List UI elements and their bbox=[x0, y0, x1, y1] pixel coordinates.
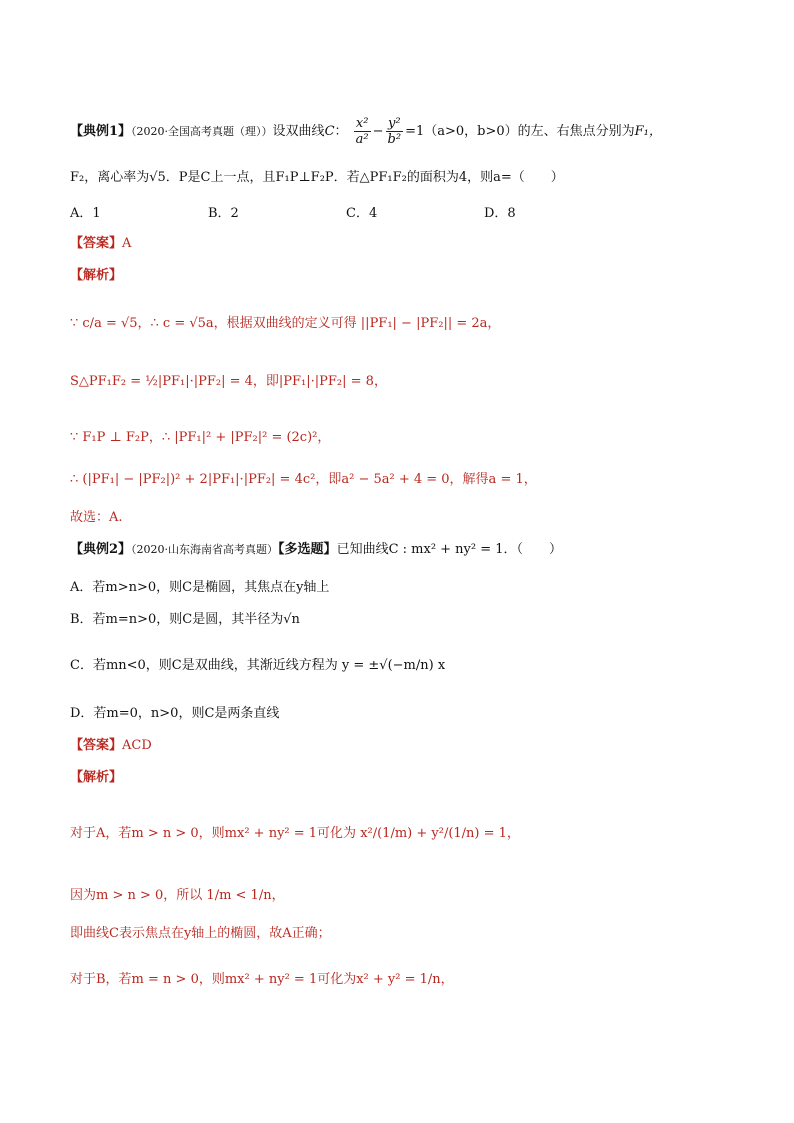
ex2-answer bbox=[70, 736, 754, 756]
ex1-frac-x: $\frac{\text{x²}}{\text{a²}}$ bbox=[355, 116, 369, 147]
ex1-solution-1: ∵ c/a = √5，∴ c = √5a，根据双曲线的定义可得 ||PF₁| − |PF₂|| = 2a， bbox=[70, 316, 501, 331]
ex2-solution-2: 因为m > n > 0，所以 1/m < 1/n， bbox=[70, 888, 285, 903]
ex2-type: 【多选题】 bbox=[278, 542, 337, 557]
ex2-answer-label: 【答案】 bbox=[70, 738, 123, 753]
ex2-solution-1: 对于A，若m > n > 0，则mx² + ny² = 1可化为 x²/(1/m) + y²/(1/n) = 1， bbox=[70, 826, 520, 841]
ex2-option-d: D．若m=0，n>0，则C是两条直线 bbox=[70, 706, 280, 721]
ex1-frac-y: $\frac{\text{y²}}{\text{b²}}$ bbox=[387, 116, 402, 147]
ex1-option-a: A．1 bbox=[70, 206, 101, 221]
ex1-option-b: B．2 bbox=[208, 206, 239, 221]
ex2-option-b: B．若m=n>0，则C是圆，其半径为√n bbox=[70, 612, 300, 627]
ex1-answer-value: A bbox=[122, 236, 132, 251]
ex1-answer bbox=[70, 234, 754, 254]
ex1-f1: F₁， bbox=[634, 124, 662, 139]
ex1-option-d: D．8 bbox=[484, 206, 516, 221]
ex1-question-prefix: 设双曲线 bbox=[272, 124, 325, 139]
ex1-question-line2: F₂，离心率为√5．P是C上一点，且F₁P⊥F₂P．若△PF₁F₂的面积为4，则a=（ ） bbox=[70, 170, 564, 185]
ex2-question-line bbox=[70, 540, 754, 560]
ex1-solution-2: S△PF₁F₂ = ½|PF₁|·|PF₂| = 4，即|PF₁|·|PF₂| = 8， bbox=[70, 374, 387, 389]
ex2-question: 已知曲线C : mx² + ny² = 1．（ ） bbox=[336, 542, 563, 557]
ex2-source: （2020·山东海南省高考真题） bbox=[131, 543, 279, 556]
ex2-label: 【典例2】 bbox=[70, 542, 132, 557]
ex1-equation-suffix: =1（a>0，b>0）的左、右焦点分别为 bbox=[405, 124, 635, 139]
ex1-options bbox=[70, 204, 754, 224]
ex2-analysis-label: 【解析】 bbox=[70, 770, 123, 785]
ex1-answer-label: 【答案】 bbox=[70, 236, 123, 251]
ex2-answer-value: ACD bbox=[122, 738, 152, 753]
ex2-option-a: A．若m>n>0，则C是椭圆，其焦点在y轴上 bbox=[70, 580, 330, 595]
ex1-solution-4: ∴ (|PF₁| − |PF₂|)² + 2|PF₁|·|PF₂| = 4c²，即a² − 5a² + 4 = 0，解得a = 1， bbox=[70, 472, 537, 487]
ex2-option-c: C．若mn<0，则C是双曲线，其渐近线方程为 y = ±√(−m/n) x bbox=[70, 658, 446, 673]
ex1-conclusion: 故选：A. bbox=[70, 510, 123, 525]
ex1-source: （2020·全国高考真题（理）） bbox=[131, 125, 273, 138]
ex1-label: 【典例1】 bbox=[70, 124, 132, 139]
ex1-analysis-label: 【解析】 bbox=[70, 268, 123, 283]
ex2-solution-3: 即曲线C表示焦点在y轴上的椭圆，故A正确； bbox=[70, 926, 331, 941]
ex2-solution-4: 对于B，若m = n > 0，则mx² + ny² = 1可化为x² + y² = 1/n， bbox=[70, 972, 454, 987]
ex1-curve-var: C bbox=[324, 124, 335, 139]
ex1-solution-3: ∵ F₁P ⊥ F₂P，∴ |PF₁|² + |PF₂|² = (2c)²， bbox=[70, 430, 331, 445]
ex1-question-line1: 【典例1】（2020·全国高考真题（理））设双曲线C： $\frac{\text{x²}}{\text{a²}}$ − $\frac{\text{y²}}{\text{b²}}$ =1（a>0，b>0）的左、右焦点分别为F₁， bbox=[70, 116, 662, 147]
ex1-option-c: C．4 bbox=[346, 206, 378, 221]
